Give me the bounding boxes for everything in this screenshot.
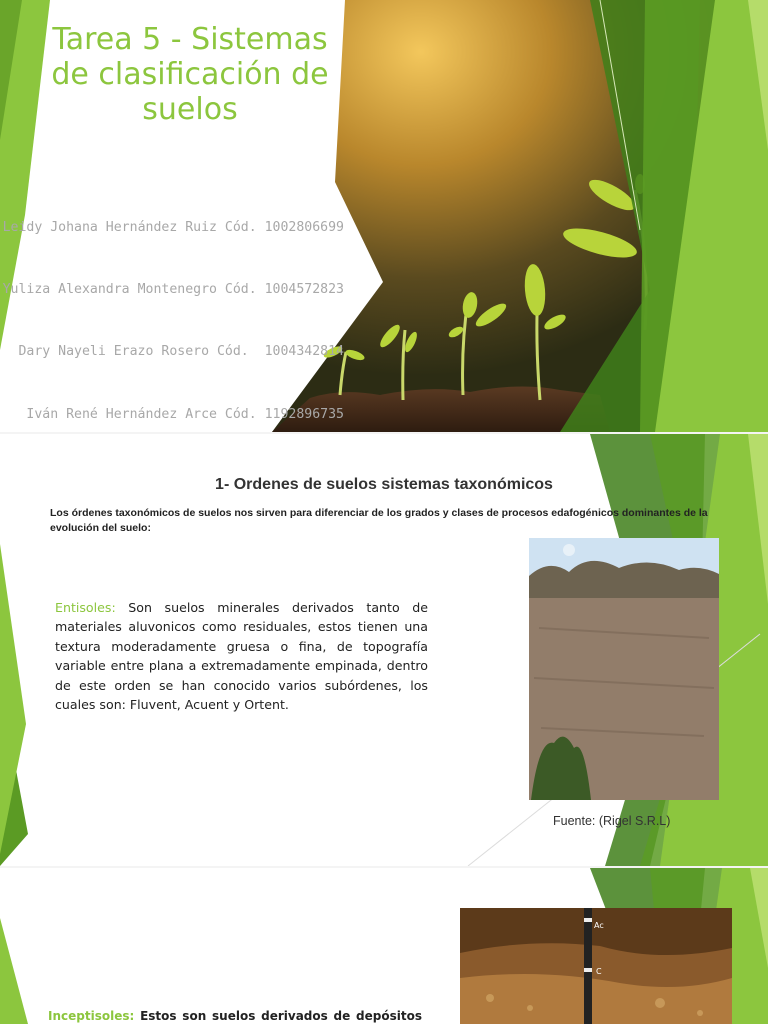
presentation-title: Tarea 5 - Sistemas de clasificación de suelos [51, 22, 329, 127]
soil-orders-slide [0, 434, 768, 866]
soil-profile-photo [460, 908, 732, 1024]
inceptisoles-slide [0, 868, 768, 1024]
soil-photo [529, 538, 719, 800]
author-line: Iván René Hernández Arce Cód. 1192896735 [26, 406, 344, 422]
entisoles-description: Son suelos minerales derivados tanto de materiales aluvonicos como residuales, estos tienen una textura moderadamente gruesa o fina, de topografía variable entre plana a extremadamente empinada, dentro de este orden se han conocido varios subórdenes, los cuales son: Fluvent, Acuent y Ortent. [55, 600, 428, 713]
entisoles-paragraph [55, 598, 428, 714]
intro-text: Los órdenes taxonómicos de suelos nos sirven para diferenciar de los grados y clases de procesos edafogénicos dominantes de la evolución del suelo: [50, 507, 708, 534]
inceptisoles-description: Estos son suelos derivados de depósitos [140, 1009, 422, 1023]
term-inceptisoles: Inceptisoles: [48, 1009, 135, 1023]
author-line: Yuliza Alexandra Montenegro Cód. 1004572823 [2, 281, 344, 297]
author-line: Leidy Johana Hernández Ruiz Cód. 1002806699 [2, 219, 344, 235]
slide-title: 1- Ordenes de suelos sistemas taxonómicos [215, 476, 553, 493]
inceptisoles-paragraph [48, 1009, 422, 1023]
term-entisoles: Entisoles: [55, 600, 116, 615]
author-line: Dary Nayeli Erazo Rosero Cód. 1004342814 [18, 344, 344, 360]
horizon-label-ac: Ac [594, 921, 604, 930]
horizon-label-c: C [596, 967, 602, 976]
title-slide [0, 0, 768, 432]
author-list [3, 176, 344, 432]
image-source: Fuente: (Rigel S.R.L) [553, 814, 671, 828]
